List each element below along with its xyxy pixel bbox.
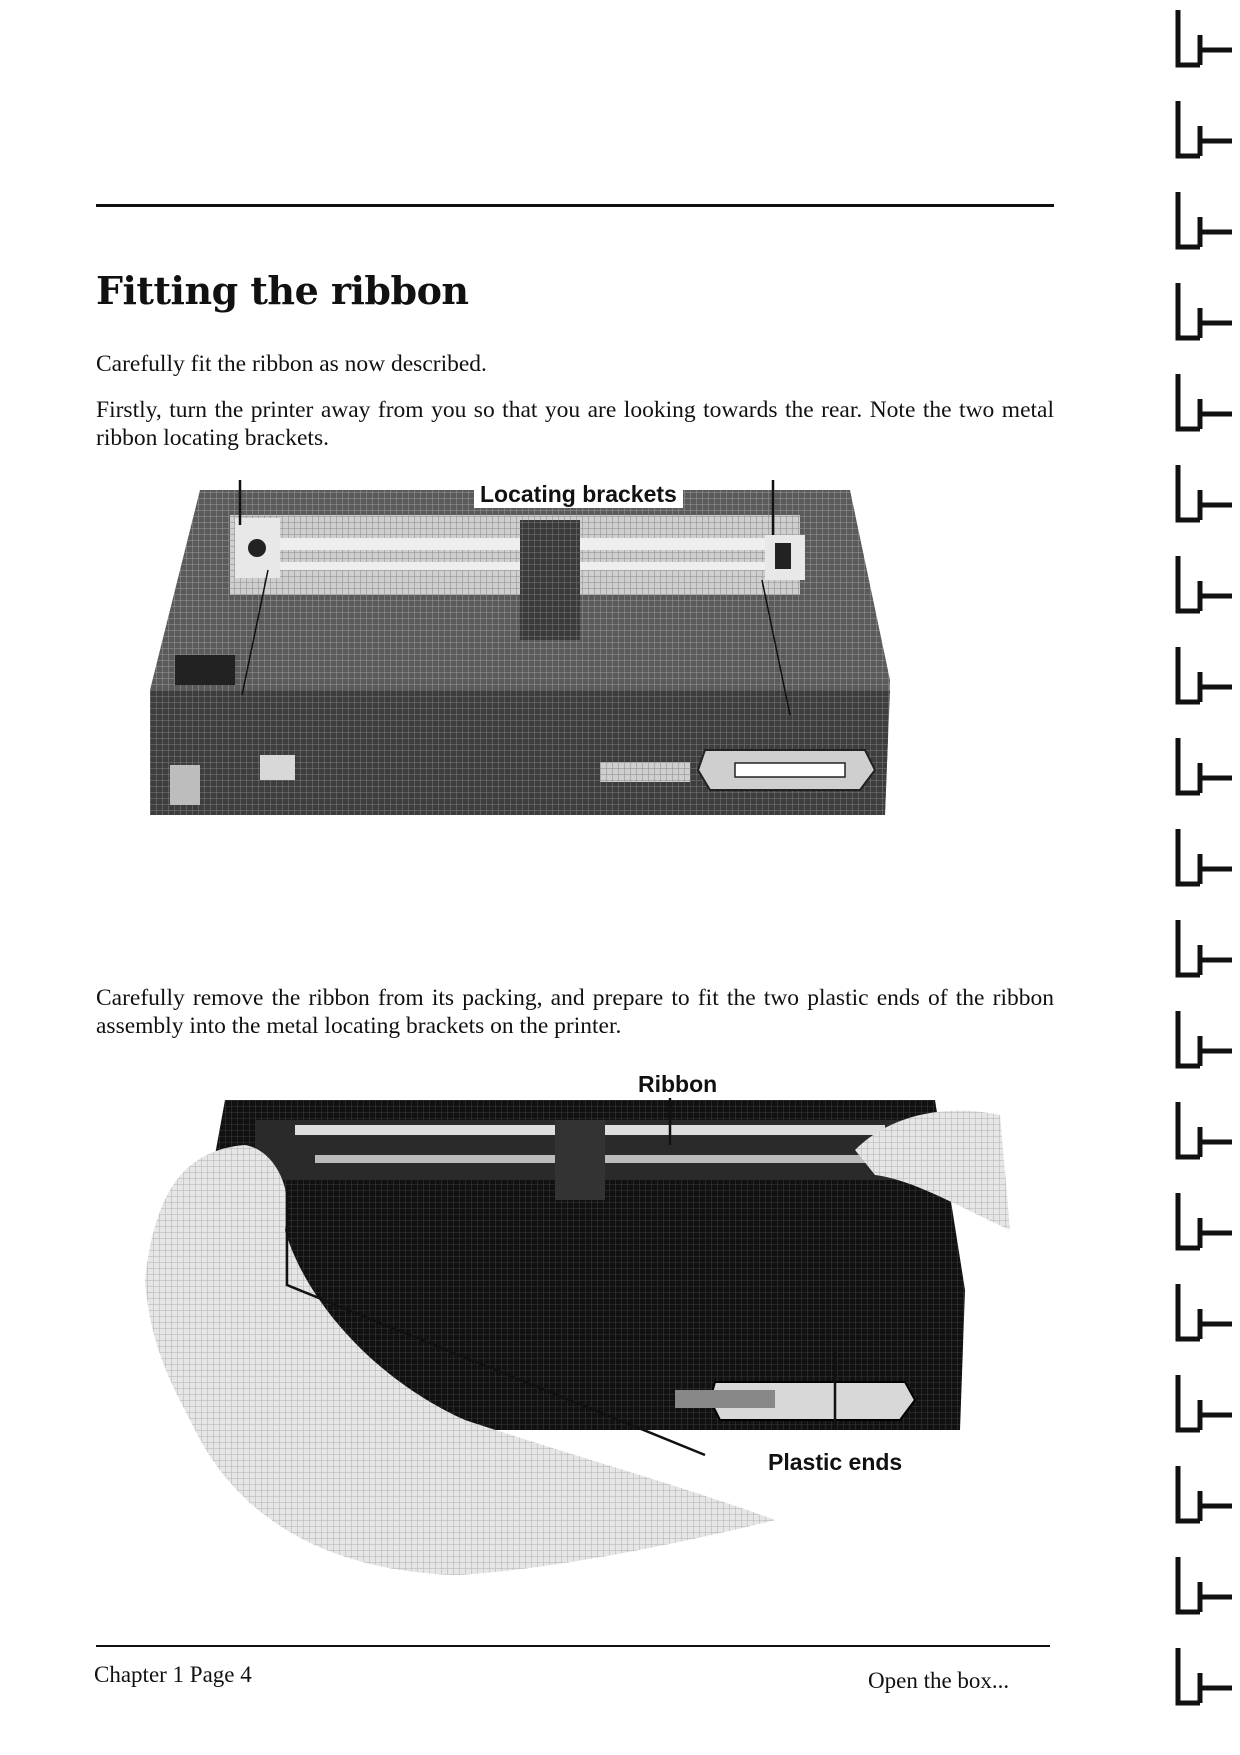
binding-hook [1178, 1011, 1232, 1066]
locating-brackets-callout: Locating brackets [474, 481, 683, 508]
binding-hook [1178, 1102, 1232, 1157]
top-divider [96, 204, 1054, 207]
binding-hook [1178, 1375, 1232, 1430]
binding-hook [1178, 829, 1232, 884]
binding-hook [1178, 374, 1232, 429]
bottom-divider [96, 1645, 1050, 1647]
ribbon-callout: Ribbon [632, 1071, 723, 1098]
binding-hook [1178, 1648, 1232, 1703]
page-title: Fitting the ribbon [96, 268, 469, 313]
binding-hook [1178, 1284, 1232, 1339]
binding-hook [1178, 283, 1232, 338]
binding-hook [1178, 1466, 1232, 1521]
intro-paragraph: Carefully fit the ribbon as now described. [96, 351, 487, 377]
plastic-ends-callout: Plastic ends [768, 1449, 903, 1475]
binding-hook [1178, 647, 1232, 702]
binding-hook [1178, 1193, 1232, 1248]
binding-hook [1178, 101, 1232, 156]
ribbon-fitting-figure [135, 1070, 1035, 1580]
binding-hook [1178, 10, 1232, 65]
instruction-paragraph: Firstly, turn the printer away from you so that you are looking towards the rear. Note the two metal ribbon locating brackets. [96, 397, 1054, 451]
binding-hook [1178, 920, 1232, 975]
binding-hook [1178, 738, 1232, 793]
printer-rear-figure [150, 480, 990, 920]
binding-hook [1178, 192, 1232, 247]
printer-rear-illustration [150, 480, 990, 920]
binding-hook [1178, 1557, 1232, 1612]
section-footer: Open the box... [868, 1668, 1010, 1693]
binding-hook [1178, 465, 1232, 520]
binding-hook [1178, 556, 1232, 611]
spiral-binding [1170, 0, 1240, 1755]
ribbon-fitting-illustration [135, 1070, 1035, 1580]
page-number-footer: Chapter 1 Page 4 [94, 1662, 252, 1687]
ribbon-paragraph: Carefully remove the ribbon from its packing, and prepare to fit the two plastic ends of the ribbon assembly into the metal locating brackets on the printer. [96, 985, 1054, 1039]
